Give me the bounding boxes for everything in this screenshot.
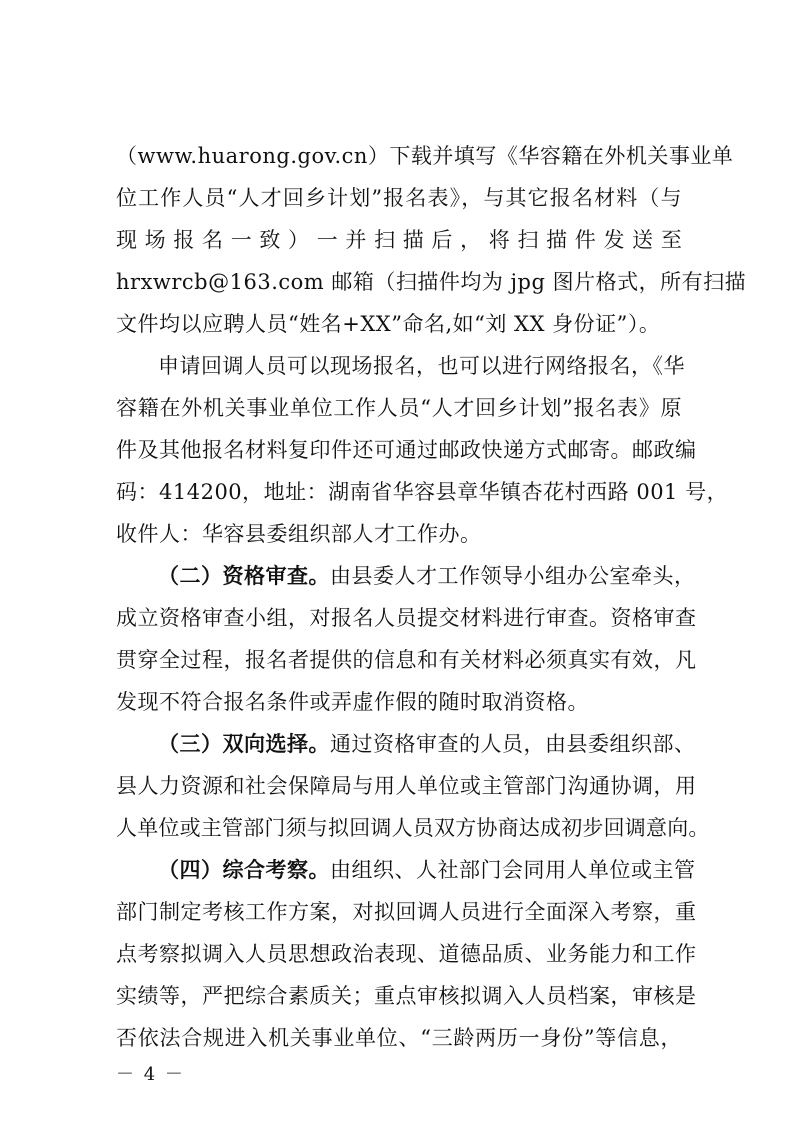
paragraph-line: 现 场 报 名 一 致 ） 一 并 扫 描 后 ， 将 扫 描 件 发 送 至 xyxy=(116,228,683,252)
paragraph-line: 贯穿全过程，报名者提供的信息和有关材料必须真实有效，凡 xyxy=(116,648,697,672)
paragraph-line: 文件均以应聘人员“姓名+XX”命名,如“刘 XX 身份证”）。 xyxy=(116,312,661,336)
paragraph-line: 实绩等，严把综合素质关；重点审核拟调入人员档案，审核是 xyxy=(116,984,697,1008)
paragraph-line: 收件人：华容县委组织部人才工作办。 xyxy=(116,522,482,546)
paragraph-line: 发现不符合报名条件或弄虚作假的随时取消资格。 xyxy=(116,690,589,714)
section-heading-line xyxy=(158,561,696,591)
paragraph-line: 点考察拟调入人员思想政治表现、道德品质、业务能力和工作 xyxy=(116,942,697,966)
paragraph-line: 人单位或主管部门须与拟回调人员双方协商达成初步回调意向。 xyxy=(116,816,710,840)
paragraph-line: 县人力资源和社会保障局与用人单位或主管部门沟通协调，用 xyxy=(116,774,697,798)
paragraph-line: （www.huarong.gov.cn）下载并填写《华容籍在外机关事业单 xyxy=(116,144,734,168)
paragraph-line: 件及其他报名材料复印件还可通过邮政快递方式邮寄。邮政编 xyxy=(116,438,697,462)
paragraph-line: 码：414200，地址：湖南省华容县章华镇杏花村西路 001 号， xyxy=(116,480,729,504)
section-heading-comprehensive-inspection: （四）综合考察。 xyxy=(158,857,330,882)
paragraph-line: hrxwrcb@163.com 邮箱（扫描件均为 jpg 图片格式，所有扫描 xyxy=(116,270,747,294)
section-heading-line xyxy=(158,729,696,759)
page-number: － 4 － xyxy=(116,1064,185,1085)
paragraph-line: 否依法合规进入机关事业单位、“三龄两历一身份”等信息， xyxy=(116,1026,682,1050)
paragraph-line: 位工作人员“人才回乡计划”报名表》，与其它报名材料（与 xyxy=(116,186,682,210)
paragraph-text: 通过资格审查的人员，由县委组织部、 xyxy=(330,732,696,756)
section-heading-line xyxy=(158,855,696,885)
paragraph-line: 部门制定考核工作方案，对拟回调人员进行全面深入考察，重 xyxy=(116,900,697,924)
paragraph-line: 成立资格审查小组，对报名人员提交材料进行审查。资格审查 xyxy=(116,606,697,630)
section-heading-two-way-selection: （三）双向选择。 xyxy=(158,731,330,756)
section-heading-qualification-review: （二）资格审查。 xyxy=(158,563,330,588)
paragraph-text: 由县委人才工作领导小组办公室牵头， xyxy=(330,564,696,588)
paragraph-line: 容籍在外机关事业单位工作人员“人才回乡计划”报名表》原 xyxy=(116,396,682,420)
paragraph-line: 申请回调人员可以现场报名，也可以进行网络报名，《华 xyxy=(158,354,685,378)
paragraph-text: 由组织、人社部门会同用人单位或主管 xyxy=(330,858,696,882)
